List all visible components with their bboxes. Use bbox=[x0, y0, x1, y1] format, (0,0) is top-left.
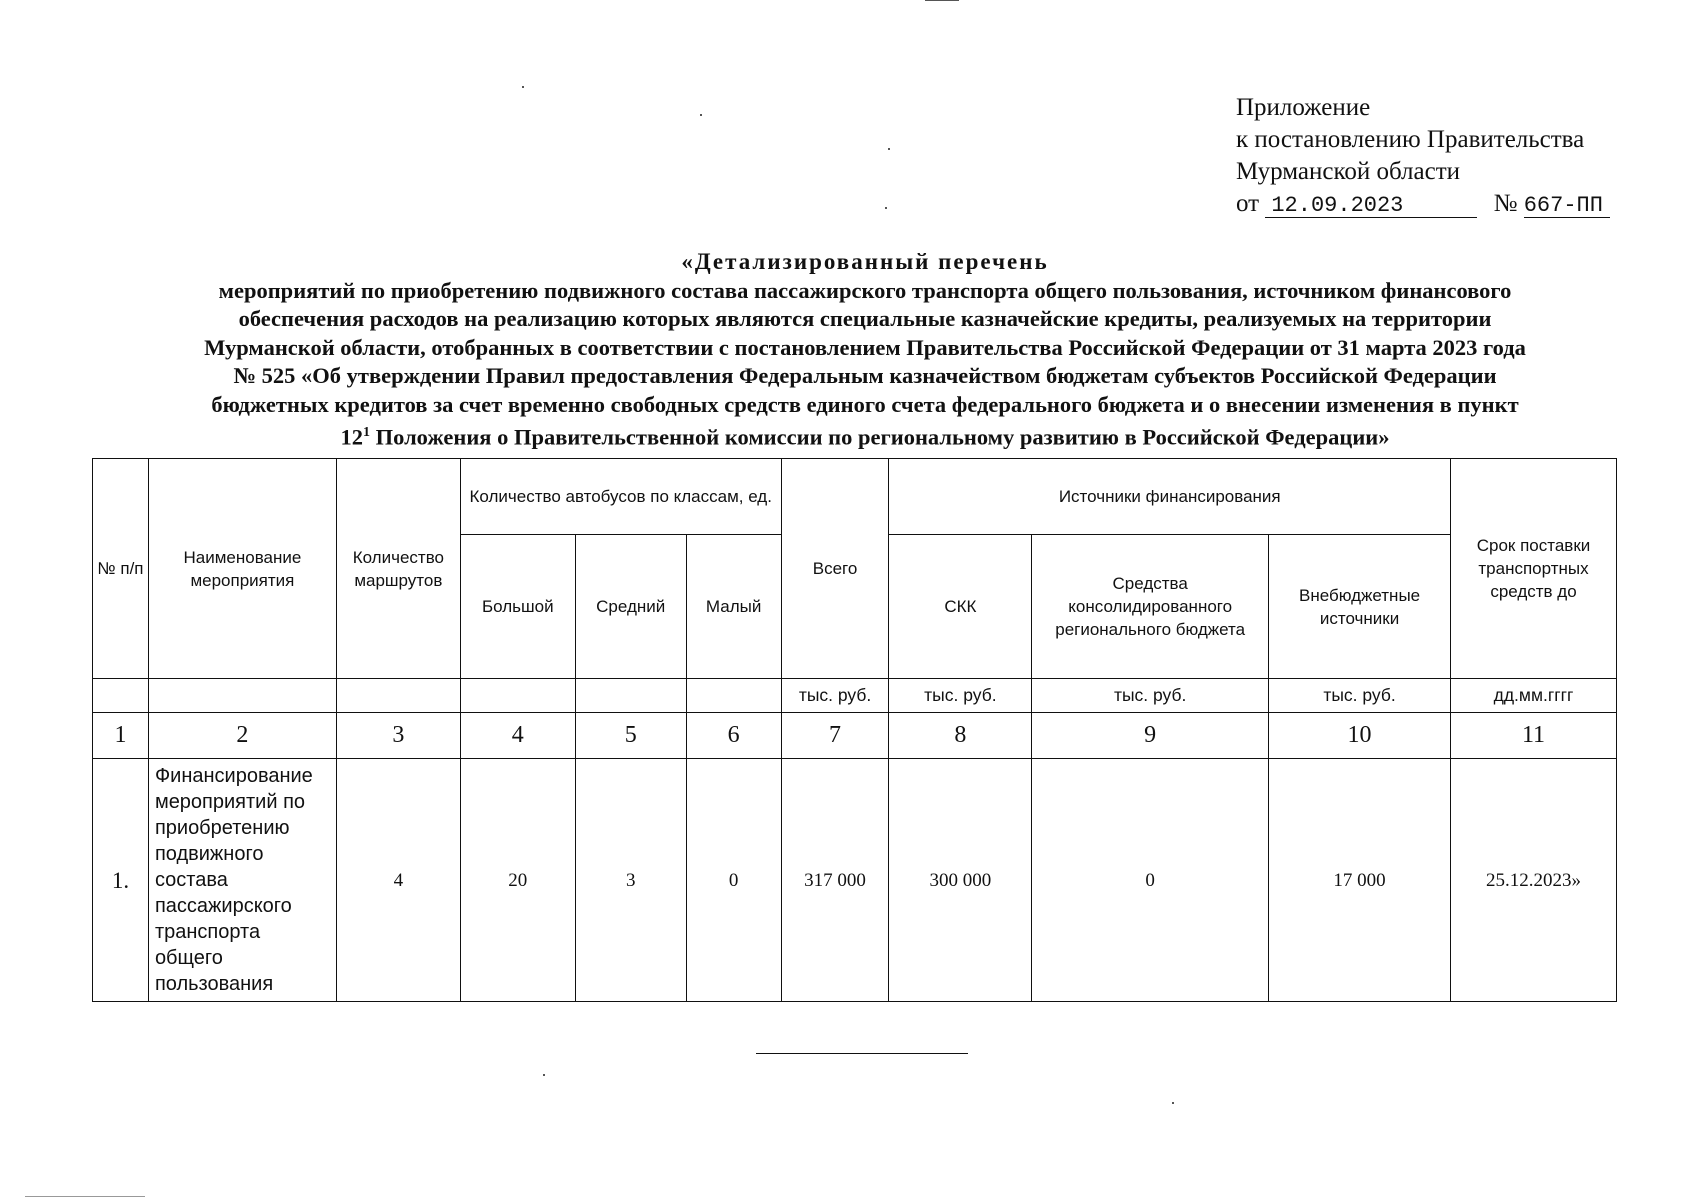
column-number: 10 bbox=[1269, 713, 1451, 759]
scan-speck bbox=[888, 148, 890, 150]
header-medium: Средний bbox=[575, 535, 686, 679]
decree-date: 12.09.2023 bbox=[1265, 195, 1477, 218]
column-numbers-row bbox=[93, 713, 1617, 759]
unit-skk: тыс. руб. bbox=[889, 679, 1032, 713]
row-small: 0 bbox=[686, 759, 781, 1002]
header-large: Большой bbox=[460, 535, 575, 679]
title-line-3: Мурманской области, отобранных в соответствии с постановлением Правительства Российской Федерации от 31 марта 2023 года bbox=[204, 334, 1526, 360]
appendix-line-1: Приложение bbox=[1236, 94, 1371, 121]
header-buses-group: Количество автобусов по классам, ед. bbox=[460, 459, 781, 535]
column-number: 11 bbox=[1451, 713, 1617, 759]
header-name: Наименование мероприятия bbox=[148, 459, 336, 679]
row-deadline: 25.12.2023» bbox=[1451, 759, 1617, 1002]
unit-regional: тыс. руб. bbox=[1032, 679, 1269, 713]
header-total: Всего bbox=[781, 459, 889, 679]
header-small: Малый bbox=[686, 535, 781, 679]
table-row bbox=[93, 759, 1617, 1002]
header-routes: Количество маршрутов bbox=[336, 459, 460, 679]
header-regional: Средства консолидированного регионального бюджета bbox=[1032, 535, 1269, 679]
scan-speck bbox=[1172, 1102, 1174, 1104]
unit-total: тыс. руб. bbox=[781, 679, 889, 713]
title-line-2: обеспечения расходов на реализацию которых являются специальные казначейские кредиты, реализуемых на территории bbox=[238, 306, 1492, 331]
row-total: 317 000 bbox=[781, 759, 889, 1002]
title-line-6-rest: Положения о Правительственной комиссии по региональному развитию в Российской Федерации» bbox=[369, 424, 1390, 450]
scan-speck bbox=[885, 207, 887, 209]
row-regional: 0 bbox=[1032, 759, 1269, 1002]
scan-mark bbox=[25, 1196, 145, 1197]
header-deadline: Срок поставки транспортных средств до bbox=[1451, 459, 1617, 679]
header-row-1 bbox=[93, 459, 1617, 535]
point-number: 12 bbox=[340, 424, 363, 450]
scan-speck bbox=[700, 114, 702, 116]
row-name: Финансирование мероприятий по приобретению подвижного состава пассажирского транспорта общего пользования bbox=[148, 759, 336, 1002]
appendix-block bbox=[1236, 92, 1610, 220]
scan-speck bbox=[543, 1074, 545, 1076]
measures-table bbox=[92, 458, 1617, 1002]
appendix-date-line bbox=[1236, 188, 1610, 220]
appendix-line-3: Мурманской области bbox=[1236, 158, 1461, 185]
column-number: 6 bbox=[686, 713, 781, 759]
number-prefix: № bbox=[1493, 190, 1518, 217]
row-medium: 3 bbox=[575, 759, 686, 1002]
row-routes: 4 bbox=[336, 759, 460, 1002]
column-number: 2 bbox=[148, 713, 336, 759]
row-large: 20 bbox=[460, 759, 575, 1002]
scan-speck bbox=[522, 86, 524, 88]
column-number: 3 bbox=[336, 713, 460, 759]
column-number: 9 bbox=[1032, 713, 1269, 759]
header-sources-group: Источники финансирования bbox=[889, 459, 1451, 535]
date-prefix: от bbox=[1236, 190, 1260, 217]
title-heading: «Детализированный перечень bbox=[681, 249, 1049, 274]
row-extra: 17 000 bbox=[1269, 759, 1451, 1002]
column-number: 8 bbox=[889, 713, 1032, 759]
column-number: 4 bbox=[460, 713, 575, 759]
scan-mark bbox=[925, 0, 959, 1]
header-extra: Внебюджетные источники bbox=[1269, 535, 1451, 679]
unit-extra: тыс. руб. bbox=[1269, 679, 1451, 713]
document-title bbox=[80, 248, 1650, 452]
title-line-6 bbox=[80, 419, 1650, 452]
column-number: 5 bbox=[575, 713, 686, 759]
point-superscript: 1 bbox=[362, 425, 370, 440]
header-num: № п/п bbox=[93, 459, 149, 679]
column-number: 1 bbox=[93, 713, 149, 759]
title-line-4: № 525 «Об утверждении Правил предоставления Федеральным казначейством бюджетам субъектов Российской Федерации bbox=[233, 363, 1497, 388]
title-line-1: мероприятий по приобретению подвижного состава пассажирского транспорта общего пользования, источником финансового bbox=[218, 277, 1512, 303]
end-rule bbox=[756, 1053, 968, 1054]
appendix-line-2: к постановлению Правительства bbox=[1236, 126, 1585, 153]
row-skk: 300 000 bbox=[889, 759, 1032, 1002]
decree-number: 667-ПП bbox=[1524, 195, 1610, 218]
column-number: 7 bbox=[781, 713, 889, 759]
row-num: 1. bbox=[93, 759, 149, 1002]
units-row bbox=[93, 679, 1617, 713]
unit-deadline: дд.мм.гггг bbox=[1451, 679, 1617, 713]
title-line-5: бюджетных кредитов за счет временно свободных средств единого счета федерального бюджета и о внесении изменения в пункт bbox=[211, 391, 1519, 417]
header-skk: СКК bbox=[889, 535, 1032, 679]
